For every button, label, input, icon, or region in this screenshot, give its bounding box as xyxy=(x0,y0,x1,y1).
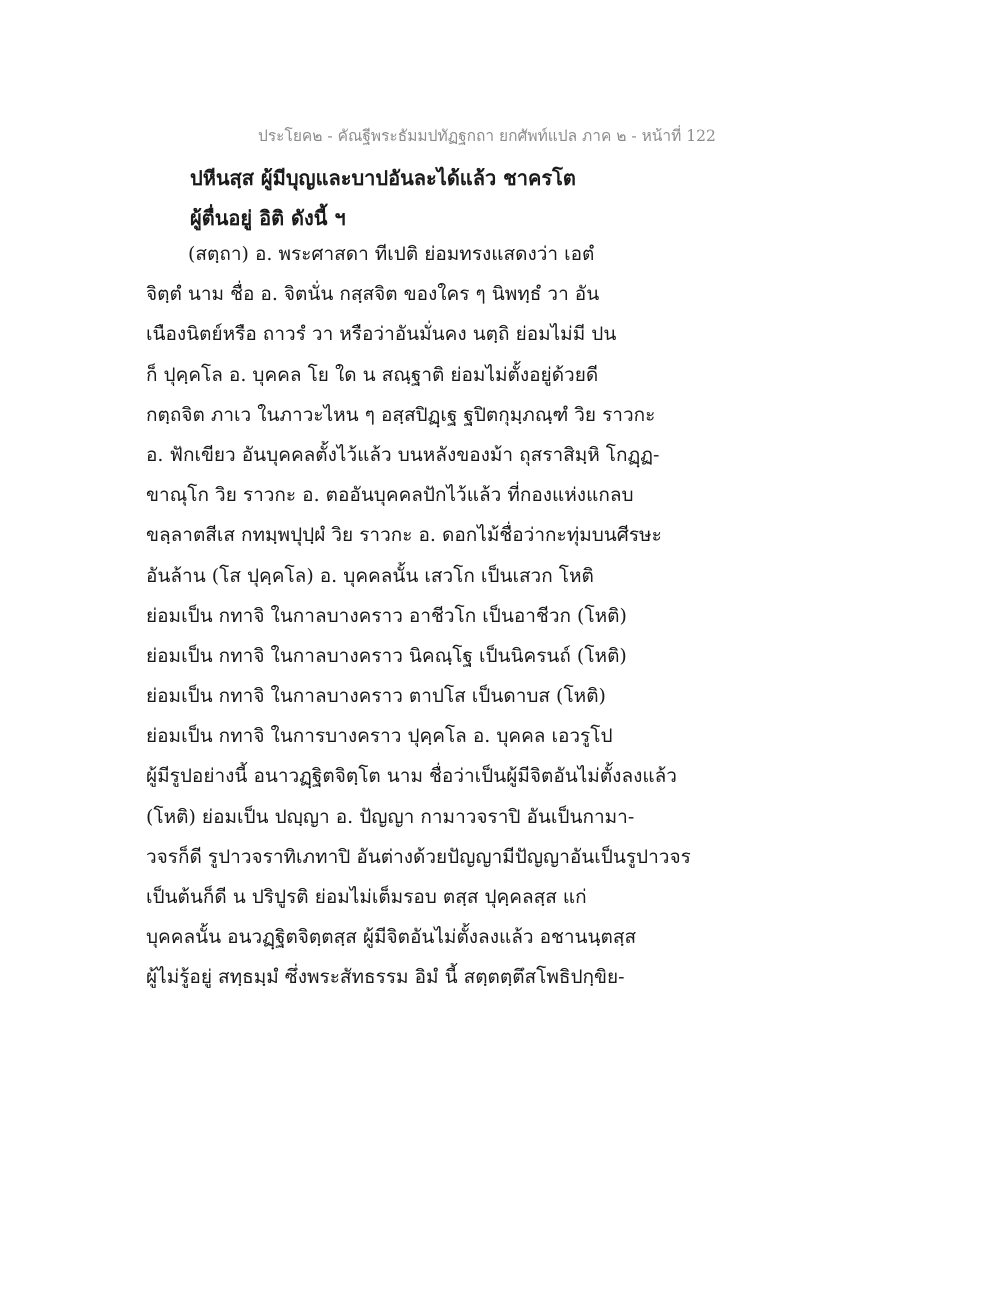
body-line: อันล้าน (โส ปุคฺคโล) อ. บุคคลนั้น เสวโก เป็นเสวก โหติ xyxy=(146,564,594,587)
body-line: ย่อมเป็น กทาจิ ในการบางคราว ปุคฺคโล อ. บุคคล เอวรูโป xyxy=(146,725,613,748)
bold-verse-block xyxy=(190,158,890,238)
body-line: อ. ฟักเขียว อันบุคคลตั้งไว้แล้ว บนหลังของม้า ถุสราสิมฺหิ โกฏฺฏ- xyxy=(146,443,660,466)
body-line: ย่อมเป็น กทาจิ ในกาลบางคราว ตาปโส เป็นดาบส (โหติ) xyxy=(146,685,606,708)
bold-line: ผู้ตื่นอยู่ อิติ ดังนี้ ฯ xyxy=(190,206,346,230)
running-header: ประโยค๒ - คัณฐีพระธัมมปทัฏฐกถา ยกศัพท์แปล ภาค ๒ - หน้าที่ 122 xyxy=(258,127,716,145)
body-line: วจรก็ดี รูปาวจราทิเภทาปิ อันต่างด้วยปัญญามีปัญญาอันเป็นรูปาวจร xyxy=(146,845,691,868)
body-line: ผู้มีรูปอย่างนี้ อนาวฏฺฐิตจิตฺโต นาม ชื่อว่าเป็นผู้มีจิตอันไม่ตั้งลงแล้ว xyxy=(146,765,677,788)
body-line: จิตฺตํ นาม ชื่อ อ. จิตนั่น กสฺสจิต ของใคร ๆ นิพทฺธํ วา อัน xyxy=(146,283,600,306)
body-line: ผู้ไม่รู้อยู่ สทฺธมฺมํ ซึ่งพระสัทธรรม อิมํ นี้ สตฺตตฺตึสโพธิปกฺขิย- xyxy=(146,966,625,989)
body-line: ย่อมเป็น กทาจิ ในกาลบางคราว นิคณฺโฐ เป็นนิครนถ์ (โหติ) xyxy=(146,644,627,667)
body-text xyxy=(146,234,866,998)
body-line: ขลฺลาตสีเส กทมฺพปุปฺผํ วิย ราวกะ อ. ดอกไม้ชื่อว่ากะทุ่มบนศีรษะ xyxy=(146,524,662,547)
body-line: ก็ ปุคฺคโล อ. บุคคล โย ใด น สณฺฐาติ ย่อมไม่ตั้งอยู่ด้วยดี xyxy=(146,363,599,386)
body-line: กตฺถจิต ภาเว ในภาวะไหน ๆ อสฺสปิฏฺเฐ ฐปิตกุมฺภณฺฑํ วิย ราวกะ xyxy=(146,403,656,426)
body-line: บุคคลนั้น อนวฏฺฐิตจิตฺตสฺส ผู้มีจิตอันไม่ตั้งลงแล้ว อชานนฺตสฺส xyxy=(146,926,637,949)
body-line: เนืองนิตย์หรือ ถาวรํ วา หรือว่าอันมั่นคง นตฺถิ ย่อมไม่มี ปน xyxy=(146,323,617,346)
body-line: (สตฺถา) อ. พระศาสดา ทีเปติ ย่อมทรงแสดงว่า เอตํ xyxy=(188,243,595,265)
body-line: ย่อมเป็น กทาจิ ในกาลบางคราว อาชีวโก เป็นอาชีวก (โหติ) xyxy=(146,604,627,627)
body-line: เป็นต้นก็ดี น ปริปูรติ ย่อมไม่เต็มรอบ ตสฺส ปุคฺคลสฺส แก่ xyxy=(146,886,587,908)
bold-line: ปหีนสฺส ผู้มีบุญและบาปอันละได้แล้ว ชาครโต xyxy=(190,166,576,190)
body-line: (โหติ) ย่อมเป็น ปญฺญา อ. ปัญญา กามาวจราปิ อันเป็นกามา- xyxy=(146,805,635,828)
body-line: ขาณุโก วิย ราวกะ อ. ตออันบุคคลปักไว้แล้ว ที่กองแห่งแกลบ xyxy=(146,484,634,507)
